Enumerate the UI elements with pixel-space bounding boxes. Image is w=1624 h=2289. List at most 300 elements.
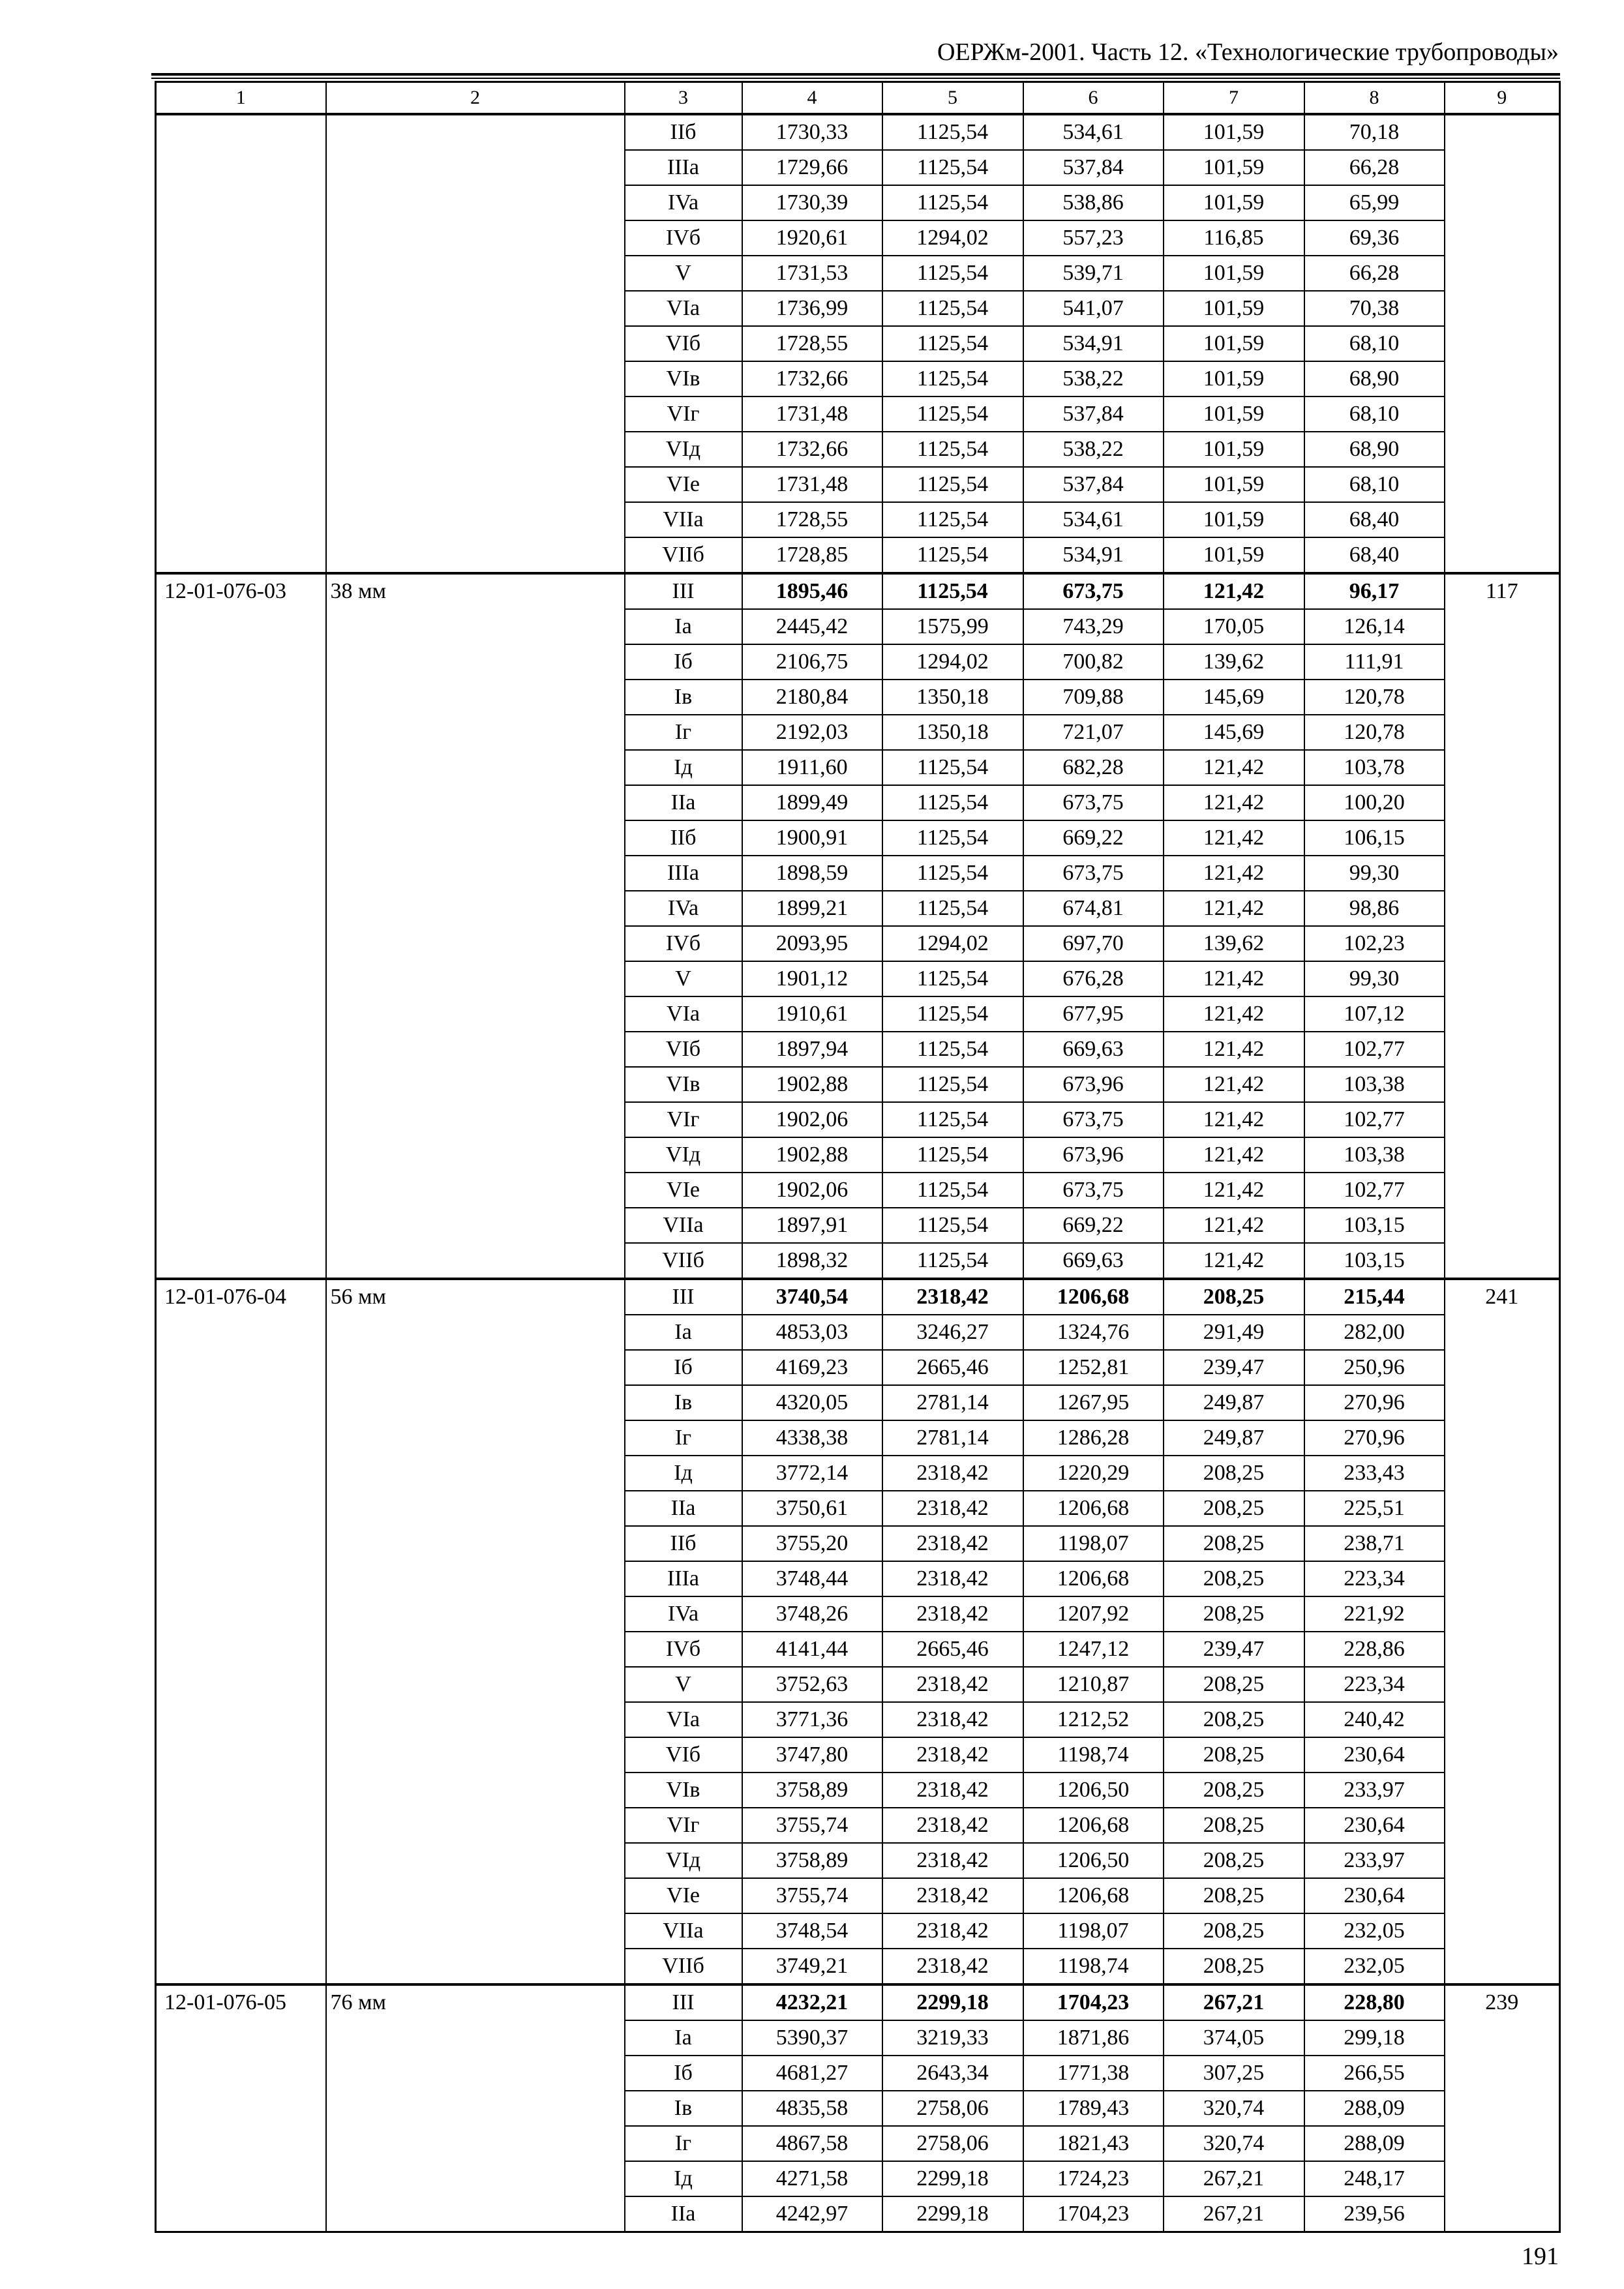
value-cell: 743,29 bbox=[1023, 609, 1164, 644]
value-cell: 1125,54 bbox=[882, 1137, 1023, 1173]
value-cell: 673,75 bbox=[1023, 856, 1164, 891]
value-cell: 677,95 bbox=[1023, 996, 1164, 1032]
value-cell: 4141,44 bbox=[742, 1632, 882, 1667]
value-cell: 1728,85 bbox=[742, 537, 882, 573]
value-cell: 1198,07 bbox=[1023, 1913, 1164, 1949]
value-cell: 1125,54 bbox=[882, 185, 1023, 220]
value-cell: 98,86 bbox=[1304, 891, 1445, 926]
value-cell: 248,17 bbox=[1304, 2161, 1445, 2196]
value-cell: 3771,36 bbox=[742, 1702, 882, 1737]
category-label: VIIб bbox=[625, 1243, 742, 1279]
value-cell: 3740,54 bbox=[742, 1279, 882, 1315]
category-label: VIв bbox=[625, 1067, 742, 1102]
value-cell: 299,18 bbox=[1304, 2020, 1445, 2056]
column-9-value bbox=[1445, 114, 1560, 573]
category-label: Iб bbox=[625, 644, 742, 680]
value-cell: 2318,42 bbox=[882, 1913, 1023, 1949]
value-cell: 3758,89 bbox=[742, 1773, 882, 1808]
category-label: VIa bbox=[625, 291, 742, 326]
value-cell: 2643,34 bbox=[882, 2056, 1023, 2091]
value-cell: 228,80 bbox=[1304, 1984, 1445, 2020]
value-cell: 225,51 bbox=[1304, 1491, 1445, 1526]
value-cell: 3246,27 bbox=[882, 1315, 1023, 1350]
value-cell: 3748,26 bbox=[742, 1596, 882, 1632]
category-label: IVa bbox=[625, 185, 742, 220]
value-cell: 1125,54 bbox=[882, 114, 1023, 150]
value-cell: 2318,42 bbox=[882, 1808, 1023, 1843]
value-cell: 101,59 bbox=[1164, 114, 1304, 150]
value-cell: 1125,54 bbox=[882, 467, 1023, 502]
value-cell: 1902,88 bbox=[742, 1067, 882, 1102]
value-cell: 121,42 bbox=[1164, 1102, 1304, 1137]
value-cell: 709,88 bbox=[1023, 680, 1164, 715]
pipe-diameter: 38 мм bbox=[326, 573, 625, 1279]
value-cell: 2318,42 bbox=[882, 1949, 1023, 1984]
value-cell: 539,71 bbox=[1023, 256, 1164, 291]
category-label: Ia bbox=[625, 2020, 742, 2056]
value-cell: 1125,54 bbox=[882, 750, 1023, 785]
value-cell: 1125,54 bbox=[882, 256, 1023, 291]
value-cell: 1207,92 bbox=[1023, 1596, 1164, 1632]
value-cell: 1210,87 bbox=[1023, 1667, 1164, 1702]
value-cell: 68,40 bbox=[1304, 537, 1445, 573]
value-cell: 250,96 bbox=[1304, 1350, 1445, 1385]
header-rule-thin bbox=[151, 78, 1560, 79]
category-label: VIб bbox=[625, 326, 742, 361]
page-number: 191 bbox=[1522, 2243, 1559, 2270]
value-cell: 700,82 bbox=[1023, 644, 1164, 680]
value-cell: 2318,42 bbox=[882, 1526, 1023, 1561]
category-label: V bbox=[625, 256, 742, 291]
value-cell: 1902,88 bbox=[742, 1137, 882, 1173]
value-cell: 1125,54 bbox=[882, 361, 1023, 396]
value-cell: 121,42 bbox=[1164, 996, 1304, 1032]
value-cell: 232,05 bbox=[1304, 1913, 1445, 1949]
value-cell: 534,61 bbox=[1023, 114, 1164, 150]
value-cell: 208,25 bbox=[1164, 1667, 1304, 1702]
value-cell: 69,36 bbox=[1304, 220, 1445, 256]
value-cell: 4867,58 bbox=[742, 2126, 882, 2161]
category-label: III bbox=[625, 1279, 742, 1315]
value-cell: 2318,42 bbox=[882, 1491, 1023, 1526]
category-label: IIa bbox=[625, 1491, 742, 1526]
value-cell: 676,28 bbox=[1023, 961, 1164, 996]
value-cell: 2758,06 bbox=[882, 2126, 1023, 2161]
column-header-3: 3 bbox=[625, 82, 742, 115]
value-cell: 1125,54 bbox=[882, 502, 1023, 537]
category-label: IVa bbox=[625, 1596, 742, 1632]
value-cell: 3772,14 bbox=[742, 1456, 882, 1491]
value-cell: 208,25 bbox=[1164, 1843, 1304, 1878]
value-cell: 1704,23 bbox=[1023, 2196, 1164, 2232]
value-cell: 208,25 bbox=[1164, 1456, 1304, 1491]
value-cell: 208,25 bbox=[1164, 1561, 1304, 1596]
value-cell: 4169,23 bbox=[742, 1350, 882, 1385]
value-cell: 101,59 bbox=[1164, 185, 1304, 220]
value-cell: 3755,74 bbox=[742, 1808, 882, 1843]
value-cell: 145,69 bbox=[1164, 680, 1304, 715]
value-cell: 121,42 bbox=[1164, 1208, 1304, 1243]
value-cell: 99,30 bbox=[1304, 961, 1445, 996]
value-cell: 103,78 bbox=[1304, 750, 1445, 785]
value-cell: 101,59 bbox=[1164, 326, 1304, 361]
category-label: V bbox=[625, 961, 742, 996]
value-cell: 3748,54 bbox=[742, 1913, 882, 1949]
value-cell: 3758,89 bbox=[742, 1843, 882, 1878]
value-cell: 1821,43 bbox=[1023, 2126, 1164, 2161]
value-cell: 557,23 bbox=[1023, 220, 1164, 256]
value-cell: 1125,54 bbox=[882, 396, 1023, 432]
column-header-5: 5 bbox=[882, 82, 1023, 115]
category-label: III bbox=[625, 1984, 742, 2020]
value-cell: 534,91 bbox=[1023, 537, 1164, 573]
value-cell: 2781,14 bbox=[882, 1385, 1023, 1420]
value-cell: 1212,52 bbox=[1023, 1702, 1164, 1737]
value-cell: 1125,54 bbox=[882, 291, 1023, 326]
value-cell: 682,28 bbox=[1023, 750, 1164, 785]
value-cell: 120,78 bbox=[1304, 715, 1445, 750]
category-label: VIв bbox=[625, 1773, 742, 1808]
value-cell: 145,69 bbox=[1164, 715, 1304, 750]
category-label: VIг bbox=[625, 1808, 742, 1843]
value-cell: 208,25 bbox=[1164, 1279, 1304, 1315]
value-cell: 223,34 bbox=[1304, 1667, 1445, 1702]
value-cell: 374,05 bbox=[1164, 2020, 1304, 2056]
value-cell: 70,38 bbox=[1304, 291, 1445, 326]
category-label: VIe bbox=[625, 467, 742, 502]
value-cell: 3747,80 bbox=[742, 1737, 882, 1773]
category-label: Iг bbox=[625, 1420, 742, 1456]
value-cell: 121,42 bbox=[1164, 1032, 1304, 1067]
table-body bbox=[156, 114, 1560, 2232]
value-cell: 2318,42 bbox=[882, 1773, 1023, 1808]
value-cell: 170,05 bbox=[1164, 609, 1304, 644]
value-cell: 1729,66 bbox=[742, 150, 882, 185]
value-cell: 221,92 bbox=[1304, 1596, 1445, 1632]
value-cell: 2781,14 bbox=[882, 1420, 1023, 1456]
value-cell: 3755,20 bbox=[742, 1526, 882, 1561]
value-cell: 215,44 bbox=[1304, 1279, 1445, 1315]
price-table bbox=[155, 81, 1561, 2233]
value-cell: 1206,68 bbox=[1023, 1878, 1164, 1913]
value-cell: 223,34 bbox=[1304, 1561, 1445, 1596]
column-header-2: 2 bbox=[326, 82, 625, 115]
value-cell: 2106,75 bbox=[742, 644, 882, 680]
value-cell: 4681,27 bbox=[742, 2056, 882, 2091]
running-header-title: ОЕРЖм-2001. Часть 12. «Технологические трубопроводы» bbox=[937, 38, 1559, 66]
category-label: VIд bbox=[625, 1843, 742, 1878]
value-cell: 673,75 bbox=[1023, 1173, 1164, 1208]
value-cell: 101,59 bbox=[1164, 291, 1304, 326]
value-cell: 68,10 bbox=[1304, 326, 1445, 361]
value-cell: 68,10 bbox=[1304, 467, 1445, 502]
category-label: VIIa bbox=[625, 502, 742, 537]
value-cell: 102,77 bbox=[1304, 1032, 1445, 1067]
value-cell: 103,15 bbox=[1304, 1208, 1445, 1243]
value-cell: 1125,54 bbox=[882, 1032, 1023, 1067]
value-cell: 121,42 bbox=[1164, 1067, 1304, 1102]
column-header-9: 9 bbox=[1445, 82, 1560, 115]
category-label: Iг bbox=[625, 2126, 742, 2161]
value-cell: 3748,44 bbox=[742, 1561, 882, 1596]
value-cell: 99,30 bbox=[1304, 856, 1445, 891]
value-cell: 208,25 bbox=[1164, 1808, 1304, 1843]
rate-code: 12-01-076-05 bbox=[156, 1984, 326, 2232]
value-cell: 4271,58 bbox=[742, 2161, 882, 2196]
value-cell: 126,14 bbox=[1304, 609, 1445, 644]
category-label: IIб bbox=[625, 114, 742, 150]
value-cell: 1730,33 bbox=[742, 114, 882, 150]
value-cell: 121,42 bbox=[1164, 750, 1304, 785]
value-cell: 101,59 bbox=[1164, 256, 1304, 291]
value-cell: 538,86 bbox=[1023, 185, 1164, 220]
category-label: VIд bbox=[625, 1137, 742, 1173]
value-cell: 121,42 bbox=[1164, 856, 1304, 891]
value-cell: 121,42 bbox=[1164, 1173, 1304, 1208]
value-cell: 1771,38 bbox=[1023, 2056, 1164, 2091]
value-cell: 669,63 bbox=[1023, 1243, 1164, 1279]
value-cell: 1575,99 bbox=[882, 609, 1023, 644]
value-cell: 1899,49 bbox=[742, 785, 882, 820]
value-cell: 1198,74 bbox=[1023, 1949, 1164, 1984]
value-cell: 3755,74 bbox=[742, 1878, 882, 1913]
value-cell: 101,59 bbox=[1164, 361, 1304, 396]
value-cell: 1125,54 bbox=[882, 1102, 1023, 1137]
category-label: Iб bbox=[625, 2056, 742, 2091]
header-rule bbox=[151, 73, 1560, 76]
value-cell: 1247,12 bbox=[1023, 1632, 1164, 1667]
value-cell: 232,05 bbox=[1304, 1949, 1445, 1984]
value-cell: 669,22 bbox=[1023, 1208, 1164, 1243]
value-cell: 1125,54 bbox=[882, 150, 1023, 185]
value-cell: 4232,21 bbox=[742, 1984, 882, 2020]
category-label: VIг bbox=[625, 396, 742, 432]
value-cell: 538,22 bbox=[1023, 432, 1164, 467]
value-cell: 2318,42 bbox=[882, 1456, 1023, 1491]
value-cell: 1789,43 bbox=[1023, 2091, 1164, 2126]
value-cell: 1897,94 bbox=[742, 1032, 882, 1067]
value-cell: 139,62 bbox=[1164, 926, 1304, 961]
value-cell: 208,25 bbox=[1164, 1702, 1304, 1737]
value-cell: 2299,18 bbox=[882, 2161, 1023, 2196]
value-cell: 120,78 bbox=[1304, 680, 1445, 715]
value-cell: 1198,74 bbox=[1023, 1737, 1164, 1773]
rate-code bbox=[156, 114, 326, 573]
column-header-8: 8 bbox=[1304, 82, 1445, 115]
rate-code: 12-01-076-03 bbox=[156, 573, 326, 1279]
value-cell: 102,23 bbox=[1304, 926, 1445, 961]
value-cell: 3752,63 bbox=[742, 1667, 882, 1702]
value-cell: 102,77 bbox=[1304, 1173, 1445, 1208]
value-cell: 1206,68 bbox=[1023, 1279, 1164, 1315]
value-cell: 537,84 bbox=[1023, 467, 1164, 502]
value-cell: 208,25 bbox=[1164, 1491, 1304, 1526]
value-cell: 68,40 bbox=[1304, 502, 1445, 537]
value-cell: 320,74 bbox=[1164, 2126, 1304, 2161]
category-label: IIa bbox=[625, 785, 742, 820]
value-cell: 1736,99 bbox=[742, 291, 882, 326]
value-cell: 68,90 bbox=[1304, 361, 1445, 396]
value-cell: 267,21 bbox=[1164, 2196, 1304, 2232]
value-cell: 267,21 bbox=[1164, 2161, 1304, 2196]
value-cell: 1220,29 bbox=[1023, 1456, 1164, 1491]
category-label: VIг bbox=[625, 1102, 742, 1137]
value-cell: 106,15 bbox=[1304, 820, 1445, 856]
column-header-6: 6 bbox=[1023, 82, 1164, 115]
value-cell: 249,87 bbox=[1164, 1420, 1304, 1456]
value-cell: 1125,54 bbox=[882, 891, 1023, 926]
category-label: III bbox=[625, 573, 742, 609]
value-cell: 121,42 bbox=[1164, 1137, 1304, 1173]
value-cell: 66,28 bbox=[1304, 256, 1445, 291]
value-cell: 3750,61 bbox=[742, 1491, 882, 1526]
value-cell: 208,25 bbox=[1164, 1949, 1304, 1984]
category-label: IIIa bbox=[625, 150, 742, 185]
value-cell: 101,59 bbox=[1164, 432, 1304, 467]
value-cell: 1267,95 bbox=[1023, 1385, 1164, 1420]
category-label: IVб bbox=[625, 1632, 742, 1667]
value-cell: 1920,61 bbox=[742, 220, 882, 256]
category-label: VIIб bbox=[625, 537, 742, 573]
value-cell: 2180,84 bbox=[742, 680, 882, 715]
category-label: Iд bbox=[625, 750, 742, 785]
value-cell: 2665,46 bbox=[882, 1632, 1023, 1667]
value-cell: 103,15 bbox=[1304, 1243, 1445, 1279]
value-cell: 1125,54 bbox=[882, 785, 1023, 820]
value-cell: 1910,61 bbox=[742, 996, 882, 1032]
value-cell: 1286,28 bbox=[1023, 1420, 1164, 1456]
value-cell: 66,28 bbox=[1304, 150, 1445, 185]
value-cell: 1900,91 bbox=[742, 820, 882, 856]
category-label: Iв bbox=[625, 1385, 742, 1420]
table-row bbox=[156, 114, 1560, 150]
category-label: IIб bbox=[625, 1526, 742, 1561]
table-row bbox=[156, 1279, 1560, 1315]
value-cell: 1895,46 bbox=[742, 573, 882, 609]
value-cell: 1125,54 bbox=[882, 432, 1023, 467]
value-cell: 538,22 bbox=[1023, 361, 1164, 396]
column-9-value: 241 bbox=[1445, 1279, 1560, 1984]
category-label: VIa bbox=[625, 1702, 742, 1737]
category-label: VIб bbox=[625, 1737, 742, 1773]
value-cell: 1350,18 bbox=[882, 715, 1023, 750]
value-cell: 101,59 bbox=[1164, 467, 1304, 502]
value-cell: 1125,54 bbox=[882, 1173, 1023, 1208]
category-label: VIa bbox=[625, 996, 742, 1032]
value-cell: 1324,76 bbox=[1023, 1315, 1164, 1350]
column-header-1: 1 bbox=[156, 82, 326, 115]
category-label: VIб bbox=[625, 1032, 742, 1067]
value-cell: 240,42 bbox=[1304, 1702, 1445, 1737]
value-cell: 239,47 bbox=[1164, 1350, 1304, 1385]
category-label: V bbox=[625, 1667, 742, 1702]
value-cell: 2445,42 bbox=[742, 609, 882, 644]
value-cell: 1125,54 bbox=[882, 1243, 1023, 1279]
category-label: IIa bbox=[625, 2196, 742, 2232]
value-cell: 4338,38 bbox=[742, 1420, 882, 1456]
value-cell: 1206,68 bbox=[1023, 1491, 1164, 1526]
value-cell: 1252,81 bbox=[1023, 1350, 1164, 1385]
column-number-row bbox=[156, 82, 1560, 115]
value-cell: 1731,48 bbox=[742, 467, 882, 502]
value-cell: 100,20 bbox=[1304, 785, 1445, 820]
value-cell: 4835,58 bbox=[742, 2091, 882, 2126]
value-cell: 239,47 bbox=[1164, 1632, 1304, 1667]
value-cell: 1899,21 bbox=[742, 891, 882, 926]
value-cell: 673,75 bbox=[1023, 573, 1164, 609]
value-cell: 1728,55 bbox=[742, 326, 882, 361]
column-header-7: 7 bbox=[1164, 82, 1304, 115]
value-cell: 1731,48 bbox=[742, 396, 882, 432]
value-cell: 2318,42 bbox=[882, 1667, 1023, 1702]
value-cell: 101,59 bbox=[1164, 537, 1304, 573]
table-row bbox=[156, 1984, 1560, 2020]
value-cell: 96,17 bbox=[1304, 573, 1445, 609]
value-cell: 288,09 bbox=[1304, 2126, 1445, 2161]
value-cell: 1731,53 bbox=[742, 256, 882, 291]
value-cell: 4320,05 bbox=[742, 1385, 882, 1420]
value-cell: 1125,54 bbox=[882, 961, 1023, 996]
value-cell: 121,42 bbox=[1164, 573, 1304, 609]
value-cell: 208,25 bbox=[1164, 1773, 1304, 1808]
value-cell: 230,64 bbox=[1304, 1878, 1445, 1913]
value-cell: 1294,02 bbox=[882, 926, 1023, 961]
value-cell: 1206,68 bbox=[1023, 1808, 1164, 1843]
value-cell: 233,97 bbox=[1304, 1773, 1445, 1808]
category-label: Iв bbox=[625, 2091, 742, 2126]
value-cell: 1125,54 bbox=[882, 996, 1023, 1032]
value-cell: 2318,42 bbox=[882, 1596, 1023, 1632]
value-cell: 307,25 bbox=[1164, 2056, 1304, 2091]
category-label: Iв bbox=[625, 680, 742, 715]
value-cell: 208,25 bbox=[1164, 1737, 1304, 1773]
value-cell: 5390,37 bbox=[742, 2020, 882, 2056]
value-cell: 2299,18 bbox=[882, 1984, 1023, 2020]
value-cell: 2299,18 bbox=[882, 2196, 1023, 2232]
category-label: VIIб bbox=[625, 1949, 742, 1984]
value-cell: 267,21 bbox=[1164, 1984, 1304, 2020]
value-cell: 121,42 bbox=[1164, 891, 1304, 926]
value-cell: 1206,68 bbox=[1023, 1561, 1164, 1596]
value-cell: 2665,46 bbox=[882, 1350, 1023, 1385]
value-cell: 121,42 bbox=[1164, 961, 1304, 996]
value-cell: 1125,54 bbox=[882, 856, 1023, 891]
value-cell: 1125,54 bbox=[882, 1208, 1023, 1243]
value-cell: 270,96 bbox=[1304, 1420, 1445, 1456]
category-label: VIд bbox=[625, 432, 742, 467]
value-cell: 65,99 bbox=[1304, 185, 1445, 220]
column-header-4: 4 bbox=[742, 82, 882, 115]
value-cell: 238,71 bbox=[1304, 1526, 1445, 1561]
value-cell: 102,77 bbox=[1304, 1102, 1445, 1137]
category-label: VIв bbox=[625, 361, 742, 396]
value-cell: 208,25 bbox=[1164, 1596, 1304, 1632]
value-cell: 270,96 bbox=[1304, 1385, 1445, 1420]
value-cell: 1901,12 bbox=[742, 961, 882, 996]
value-cell: 291,49 bbox=[1164, 1315, 1304, 1350]
value-cell: 230,64 bbox=[1304, 1737, 1445, 1773]
value-cell: 1732,66 bbox=[742, 361, 882, 396]
value-cell: 1125,54 bbox=[882, 820, 1023, 856]
category-label: IVa bbox=[625, 891, 742, 926]
value-cell: 669,22 bbox=[1023, 820, 1164, 856]
value-cell: 2093,95 bbox=[742, 926, 882, 961]
value-cell: 1724,23 bbox=[1023, 2161, 1164, 2196]
value-cell: 266,55 bbox=[1304, 2056, 1445, 2091]
value-cell: 2318,42 bbox=[882, 1279, 1023, 1315]
value-cell: 1704,23 bbox=[1023, 1984, 1164, 2020]
value-cell: 1898,59 bbox=[742, 856, 882, 891]
